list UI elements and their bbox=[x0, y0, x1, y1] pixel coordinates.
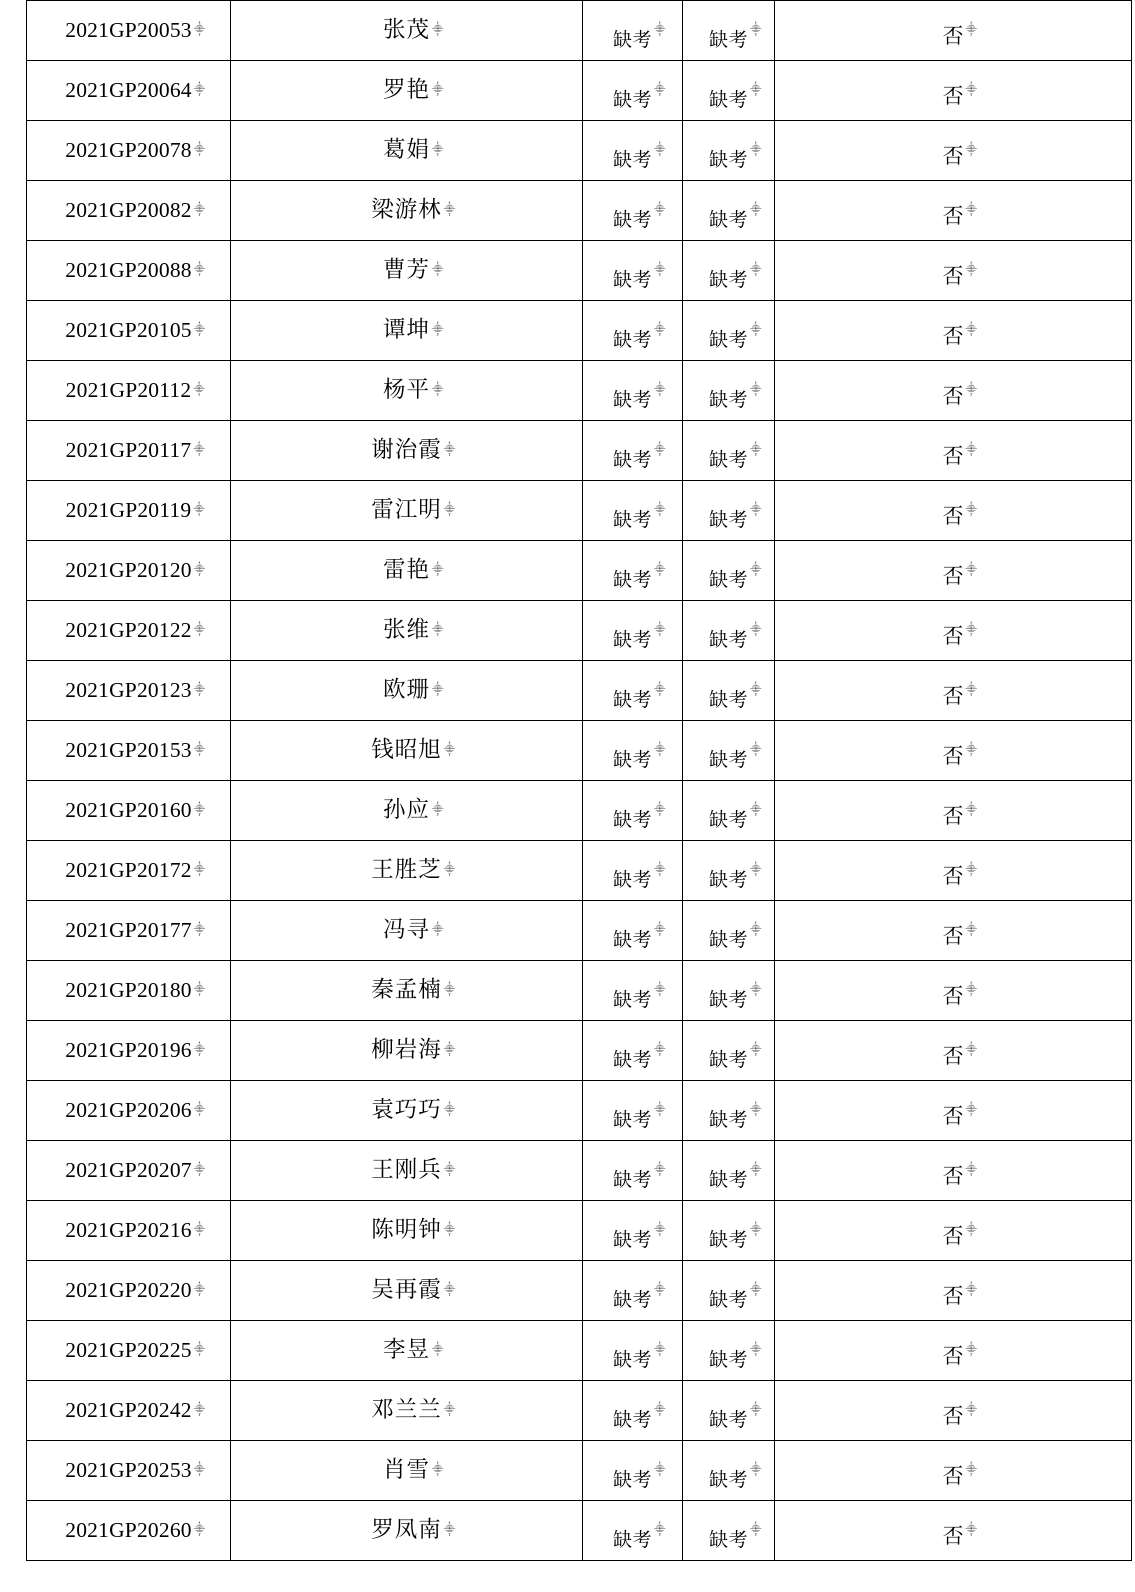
candidate-id-text: 2021GP20112 bbox=[65, 377, 192, 402]
subject2-score-text: 缺考 bbox=[708, 388, 748, 411]
subject2-score bbox=[683, 241, 775, 301]
subject2-score bbox=[683, 721, 775, 781]
candidate-id bbox=[27, 61, 231, 121]
interview-status bbox=[775, 901, 1132, 961]
candidate-name bbox=[231, 1141, 583, 1201]
candidate-id bbox=[27, 301, 231, 361]
candidate-name bbox=[231, 1081, 583, 1141]
table-row bbox=[27, 61, 1132, 121]
candidate-name bbox=[231, 241, 583, 301]
subject2-score bbox=[683, 661, 775, 721]
subject1-score-text: 缺考 bbox=[612, 388, 652, 411]
subject1-score bbox=[583, 181, 683, 241]
candidate-id-text: 2021GP20117 bbox=[65, 437, 192, 462]
table-row bbox=[27, 421, 1132, 481]
interview-status-text: 否 bbox=[942, 1463, 964, 1488]
table-row bbox=[27, 241, 1132, 301]
candidate-name-text: 谭坤 bbox=[382, 317, 430, 343]
interview-status-text: 否 bbox=[942, 23, 964, 48]
subject2-score bbox=[683, 1021, 775, 1081]
candidate-id bbox=[27, 541, 231, 601]
subject2-score bbox=[683, 541, 775, 601]
subject1-score-text: 缺考 bbox=[612, 1048, 652, 1071]
subject2-score-text: 缺考 bbox=[708, 1468, 748, 1491]
exam-result-table bbox=[26, 0, 1132, 1561]
candidate-name bbox=[231, 961, 583, 1021]
interview-status bbox=[775, 361, 1132, 421]
candidate-id-text: 2021GP20242 bbox=[65, 1397, 192, 1422]
table-row bbox=[27, 541, 1132, 601]
interview-status-text: 否 bbox=[942, 503, 964, 528]
subject1-score bbox=[583, 481, 683, 541]
subject1-score-text: 缺考 bbox=[612, 1288, 652, 1311]
table-row bbox=[27, 961, 1132, 1021]
candidate-name bbox=[231, 481, 583, 541]
interview-status bbox=[775, 61, 1132, 121]
candidate-name-text: 葛娟 bbox=[382, 137, 430, 163]
candidate-id-text: 2021GP20172 bbox=[65, 857, 192, 882]
candidate-name bbox=[231, 61, 583, 121]
subject1-score bbox=[583, 1201, 683, 1261]
candidate-id bbox=[27, 1081, 231, 1141]
interview-status bbox=[775, 1, 1132, 61]
subject1-score-text: 缺考 bbox=[612, 568, 652, 591]
interview-status-text: 否 bbox=[942, 383, 964, 408]
interview-status bbox=[775, 601, 1132, 661]
subject2-score-text: 缺考 bbox=[708, 868, 748, 891]
candidate-id bbox=[27, 1201, 231, 1261]
subject2-score-text: 缺考 bbox=[708, 628, 748, 651]
candidate-name-text: 柳岩海 bbox=[371, 1037, 442, 1063]
subject2-score bbox=[683, 961, 775, 1021]
subject1-score bbox=[583, 841, 683, 901]
subject1-score bbox=[583, 1261, 683, 1321]
candidate-name bbox=[231, 301, 583, 361]
interview-status-text: 否 bbox=[942, 683, 964, 708]
candidate-id bbox=[27, 841, 231, 901]
interview-status-text: 否 bbox=[942, 1523, 964, 1548]
candidate-name bbox=[231, 661, 583, 721]
table-row bbox=[27, 1, 1132, 61]
subject2-score bbox=[683, 301, 775, 361]
subject1-score bbox=[583, 541, 683, 601]
candidate-id bbox=[27, 781, 231, 841]
table-row bbox=[27, 481, 1132, 541]
subject1-score-text: 缺考 bbox=[612, 1528, 652, 1551]
subject1-score bbox=[583, 361, 683, 421]
candidate-name-text: 曹芳 bbox=[382, 257, 430, 283]
interview-status bbox=[775, 121, 1132, 181]
interview-status-text: 否 bbox=[942, 1043, 964, 1068]
interview-status-text: 否 bbox=[942, 623, 964, 648]
subject2-score-text: 缺考 bbox=[708, 1348, 748, 1371]
subject2-score-text: 缺考 bbox=[708, 28, 748, 51]
candidate-id bbox=[27, 121, 231, 181]
subject1-score-text: 缺考 bbox=[612, 328, 652, 351]
subject1-score-text: 缺考 bbox=[612, 1408, 652, 1431]
subject2-score bbox=[683, 601, 775, 661]
table-row bbox=[27, 1021, 1132, 1081]
candidate-name-text: 王刚兵 bbox=[371, 1157, 442, 1183]
candidate-name bbox=[231, 421, 583, 481]
table-row bbox=[27, 781, 1132, 841]
candidate-id bbox=[27, 1141, 231, 1201]
candidate-name bbox=[231, 1261, 583, 1321]
candidate-id bbox=[27, 361, 231, 421]
candidate-name bbox=[231, 541, 583, 601]
interview-status bbox=[775, 1441, 1132, 1501]
subject1-score bbox=[583, 961, 683, 1021]
candidate-id bbox=[27, 1441, 231, 1501]
subject1-score bbox=[583, 1321, 683, 1381]
subject1-score-text: 缺考 bbox=[612, 928, 652, 951]
interview-status bbox=[775, 661, 1132, 721]
interview-status bbox=[775, 481, 1132, 541]
subject1-score bbox=[583, 1021, 683, 1081]
candidate-id bbox=[27, 1501, 231, 1561]
candidate-name bbox=[231, 1441, 583, 1501]
interview-status bbox=[775, 1261, 1132, 1321]
interview-status-text: 否 bbox=[942, 323, 964, 348]
interview-status-text: 否 bbox=[942, 143, 964, 168]
subject2-score-text: 缺考 bbox=[708, 808, 748, 831]
subject1-score-text: 缺考 bbox=[612, 148, 652, 171]
interview-status-text: 否 bbox=[942, 803, 964, 828]
candidate-id bbox=[27, 1321, 231, 1381]
subject1-score-text: 缺考 bbox=[612, 448, 652, 471]
subject2-score-text: 缺考 bbox=[708, 1108, 748, 1131]
subject2-score-text: 缺考 bbox=[708, 1288, 748, 1311]
candidate-id-text: 2021GP20082 bbox=[65, 197, 192, 222]
candidate-name bbox=[231, 181, 583, 241]
subject2-score-text: 缺考 bbox=[708, 268, 748, 291]
interview-status-text: 否 bbox=[942, 863, 964, 888]
candidate-id-text: 2021GP20123 bbox=[65, 677, 192, 702]
interview-status-text: 否 bbox=[942, 1403, 964, 1428]
candidate-id bbox=[27, 421, 231, 481]
candidate-name bbox=[231, 721, 583, 781]
interview-status bbox=[775, 181, 1132, 241]
subject1-score-text: 缺考 bbox=[612, 748, 652, 771]
interview-status-text: 否 bbox=[942, 1223, 964, 1248]
candidate-id-text: 2021GP20220 bbox=[65, 1277, 192, 1302]
interview-status-text: 否 bbox=[942, 203, 964, 228]
candidate-id-text: 2021GP20225 bbox=[65, 1337, 192, 1362]
subject1-score-text: 缺考 bbox=[612, 868, 652, 891]
table-row bbox=[27, 601, 1132, 661]
subject2-score-text: 缺考 bbox=[708, 1408, 748, 1431]
subject2-score-text: 缺考 bbox=[708, 928, 748, 951]
interview-status bbox=[775, 1141, 1132, 1201]
candidate-id-text: 2021GP20260 bbox=[65, 1517, 192, 1542]
subject2-score-text: 缺考 bbox=[708, 88, 748, 111]
subject1-score bbox=[583, 781, 683, 841]
table-row bbox=[27, 301, 1132, 361]
table-row bbox=[27, 1381, 1132, 1441]
table-row bbox=[27, 901, 1132, 961]
interview-status bbox=[775, 241, 1132, 301]
candidate-id-text: 2021GP20180 bbox=[65, 977, 192, 1002]
interview-status-text: 否 bbox=[942, 1163, 964, 1188]
candidate-name bbox=[231, 1, 583, 61]
candidate-name-text: 雷艳 bbox=[382, 557, 430, 583]
candidate-name-text: 李昱 bbox=[382, 1337, 430, 1363]
interview-status-text: 否 bbox=[942, 563, 964, 588]
subject1-score bbox=[583, 1381, 683, 1441]
interview-status bbox=[775, 781, 1132, 841]
subject2-score bbox=[683, 1321, 775, 1381]
subject2-score bbox=[683, 1501, 775, 1561]
subject1-score-text: 缺考 bbox=[612, 508, 652, 531]
subject1-score-text: 缺考 bbox=[612, 88, 652, 111]
candidate-name-text: 谢治霞 bbox=[371, 437, 442, 463]
subject2-score bbox=[683, 1081, 775, 1141]
subject1-score bbox=[583, 1501, 683, 1561]
interview-status bbox=[775, 1321, 1132, 1381]
interview-status-text: 否 bbox=[942, 83, 964, 108]
candidate-id-text: 2021GP20078 bbox=[65, 137, 192, 162]
subject2-score-text: 缺考 bbox=[708, 1528, 748, 1551]
subject1-score-text: 缺考 bbox=[612, 988, 652, 1011]
table-row bbox=[27, 661, 1132, 721]
candidate-id-text: 2021GP20120 bbox=[65, 557, 192, 582]
interview-status-text: 否 bbox=[942, 443, 964, 468]
subject1-score-text: 缺考 bbox=[612, 808, 652, 831]
subject2-score bbox=[683, 1141, 775, 1201]
table-row bbox=[27, 1321, 1132, 1381]
subject2-score bbox=[683, 421, 775, 481]
candidate-name-text: 王胜芝 bbox=[371, 857, 442, 883]
candidate-id-text: 2021GP20177 bbox=[65, 917, 192, 942]
subject1-score bbox=[583, 1441, 683, 1501]
table-body bbox=[27, 1, 1132, 1561]
subject2-score bbox=[683, 61, 775, 121]
subject1-score-text: 缺考 bbox=[612, 1228, 652, 1251]
subject2-score bbox=[683, 481, 775, 541]
candidate-id bbox=[27, 241, 231, 301]
candidate-name bbox=[231, 781, 583, 841]
candidate-name-text: 张维 bbox=[382, 617, 430, 643]
candidate-name-text: 梁游林 bbox=[371, 197, 442, 223]
interview-status bbox=[775, 1381, 1132, 1441]
candidate-id-text: 2021GP20064 bbox=[65, 77, 192, 102]
candidate-id bbox=[27, 1021, 231, 1081]
candidate-name bbox=[231, 1021, 583, 1081]
table-row bbox=[27, 181, 1132, 241]
subject2-score bbox=[683, 1441, 775, 1501]
subject2-score-text: 缺考 bbox=[708, 568, 748, 591]
subject2-score bbox=[683, 181, 775, 241]
subject2-score bbox=[683, 901, 775, 961]
interview-status bbox=[775, 541, 1132, 601]
subject1-score bbox=[583, 1081, 683, 1141]
subject2-score-text: 缺考 bbox=[708, 148, 748, 171]
interview-status-text: 否 bbox=[942, 923, 964, 948]
subject2-score-text: 缺考 bbox=[708, 328, 748, 351]
candidate-id-text: 2021GP20196 bbox=[65, 1037, 192, 1062]
candidate-id-text: 2021GP20160 bbox=[65, 797, 192, 822]
interview-status bbox=[775, 721, 1132, 781]
candidate-id-text: 2021GP20153 bbox=[65, 737, 192, 762]
candidate-name-text: 肖雪 bbox=[382, 1457, 430, 1483]
candidate-id bbox=[27, 181, 231, 241]
interview-status bbox=[775, 961, 1132, 1021]
candidate-name bbox=[231, 901, 583, 961]
interview-status bbox=[775, 1201, 1132, 1261]
table-row bbox=[27, 1201, 1132, 1261]
subject1-score bbox=[583, 421, 683, 481]
interview-status bbox=[775, 841, 1132, 901]
interview-status-text: 否 bbox=[942, 263, 964, 288]
candidate-id bbox=[27, 721, 231, 781]
candidate-name-text: 张茂 bbox=[382, 17, 430, 43]
candidate-name-text: 吴再霞 bbox=[371, 1277, 442, 1303]
table-row bbox=[27, 1501, 1132, 1561]
subject2-score bbox=[683, 1201, 775, 1261]
candidate-name-text: 陈明钟 bbox=[371, 1217, 442, 1243]
interview-status-text: 否 bbox=[942, 1343, 964, 1368]
candidate-name-text: 杨平 bbox=[382, 377, 430, 403]
candidate-id bbox=[27, 661, 231, 721]
interview-status-text: 否 bbox=[942, 743, 964, 768]
subject2-score bbox=[683, 1381, 775, 1441]
candidate-id-text: 2021GP20206 bbox=[65, 1097, 192, 1122]
candidate-name bbox=[231, 841, 583, 901]
subject2-score-text: 缺考 bbox=[708, 448, 748, 471]
subject2-score-text: 缺考 bbox=[708, 508, 748, 531]
interview-status bbox=[775, 1501, 1132, 1561]
subject1-score-text: 缺考 bbox=[612, 268, 652, 291]
subject1-score bbox=[583, 721, 683, 781]
subject1-score bbox=[583, 901, 683, 961]
interview-status-text: 否 bbox=[942, 1283, 964, 1308]
subject2-score bbox=[683, 1261, 775, 1321]
subject1-score bbox=[583, 301, 683, 361]
candidate-name-text: 邓兰兰 bbox=[371, 1397, 442, 1423]
candidate-name-text: 秦孟楠 bbox=[371, 977, 442, 1003]
candidate-id bbox=[27, 1261, 231, 1321]
candidate-id-text: 2021GP20105 bbox=[65, 317, 192, 342]
candidate-name bbox=[231, 1321, 583, 1381]
interview-status bbox=[775, 421, 1132, 481]
candidate-name-text: 冯寻 bbox=[382, 917, 430, 943]
subject1-score bbox=[583, 601, 683, 661]
subject2-score-text: 缺考 bbox=[708, 1228, 748, 1251]
candidate-id bbox=[27, 901, 231, 961]
candidate-id bbox=[27, 481, 231, 541]
subject2-score bbox=[683, 1, 775, 61]
candidate-id bbox=[27, 1381, 231, 1441]
subject1-score bbox=[583, 241, 683, 301]
candidate-id-text: 2021GP20088 bbox=[65, 257, 192, 282]
table-row bbox=[27, 1441, 1132, 1501]
table-row bbox=[27, 1141, 1132, 1201]
table-row bbox=[27, 1081, 1132, 1141]
subject1-score bbox=[583, 61, 683, 121]
subject1-score-text: 缺考 bbox=[612, 1468, 652, 1491]
subject2-score-text: 缺考 bbox=[708, 688, 748, 711]
candidate-name-text: 袁巧巧 bbox=[371, 1097, 442, 1123]
table-row bbox=[27, 361, 1132, 421]
table-row bbox=[27, 841, 1132, 901]
subject1-score bbox=[583, 1, 683, 61]
subject1-score bbox=[583, 121, 683, 181]
subject2-score bbox=[683, 841, 775, 901]
candidate-id-text: 2021GP20053 bbox=[65, 17, 192, 42]
candidate-name-text: 雷江明 bbox=[371, 497, 442, 523]
subject1-score-text: 缺考 bbox=[612, 1168, 652, 1191]
candidate-name bbox=[231, 601, 583, 661]
subject2-score-text: 缺考 bbox=[708, 1168, 748, 1191]
candidate-name-text: 罗艳 bbox=[382, 77, 430, 103]
subject1-score-text: 缺考 bbox=[612, 208, 652, 231]
candidate-name bbox=[231, 1381, 583, 1441]
subject1-score-text: 缺考 bbox=[612, 688, 652, 711]
interview-status bbox=[775, 301, 1132, 361]
subject2-score bbox=[683, 781, 775, 841]
candidate-name-text: 孙应 bbox=[382, 797, 430, 823]
candidate-name bbox=[231, 1501, 583, 1561]
candidate-id bbox=[27, 601, 231, 661]
subject2-score bbox=[683, 121, 775, 181]
subject2-score-text: 缺考 bbox=[708, 208, 748, 231]
subject1-score-text: 缺考 bbox=[612, 28, 652, 51]
subject1-score bbox=[583, 1141, 683, 1201]
candidate-name bbox=[231, 121, 583, 181]
interview-status-text: 否 bbox=[942, 1103, 964, 1128]
candidate-id bbox=[27, 1, 231, 61]
subject1-score-text: 缺考 bbox=[612, 628, 652, 651]
candidate-name bbox=[231, 361, 583, 421]
candidate-id-text: 2021GP20119 bbox=[65, 497, 192, 522]
candidate-id bbox=[27, 961, 231, 1021]
subject1-score-text: 缺考 bbox=[612, 1348, 652, 1371]
candidate-name-text: 罗凤南 bbox=[371, 1517, 442, 1543]
interview-status bbox=[775, 1021, 1132, 1081]
subject2-score bbox=[683, 361, 775, 421]
candidate-id-text: 2021GP20253 bbox=[65, 1457, 192, 1482]
subject1-score-text: 缺考 bbox=[612, 1108, 652, 1131]
subject2-score-text: 缺考 bbox=[708, 1048, 748, 1071]
candidate-id-text: 2021GP20216 bbox=[65, 1217, 192, 1242]
candidate-id-text: 2021GP20122 bbox=[65, 617, 192, 642]
interview-status-text: 否 bbox=[942, 983, 964, 1008]
subject1-score bbox=[583, 661, 683, 721]
interview-status bbox=[775, 1081, 1132, 1141]
candidate-id-text: 2021GP20207 bbox=[65, 1157, 192, 1182]
candidate-name-text: 欧珊 bbox=[382, 677, 430, 703]
candidate-name-text: 钱昭旭 bbox=[371, 737, 442, 763]
candidate-name bbox=[231, 1201, 583, 1261]
table-row bbox=[27, 1261, 1132, 1321]
subject2-score-text: 缺考 bbox=[708, 988, 748, 1011]
table-row bbox=[27, 721, 1132, 781]
table-row bbox=[27, 121, 1132, 181]
subject2-score-text: 缺考 bbox=[708, 748, 748, 771]
